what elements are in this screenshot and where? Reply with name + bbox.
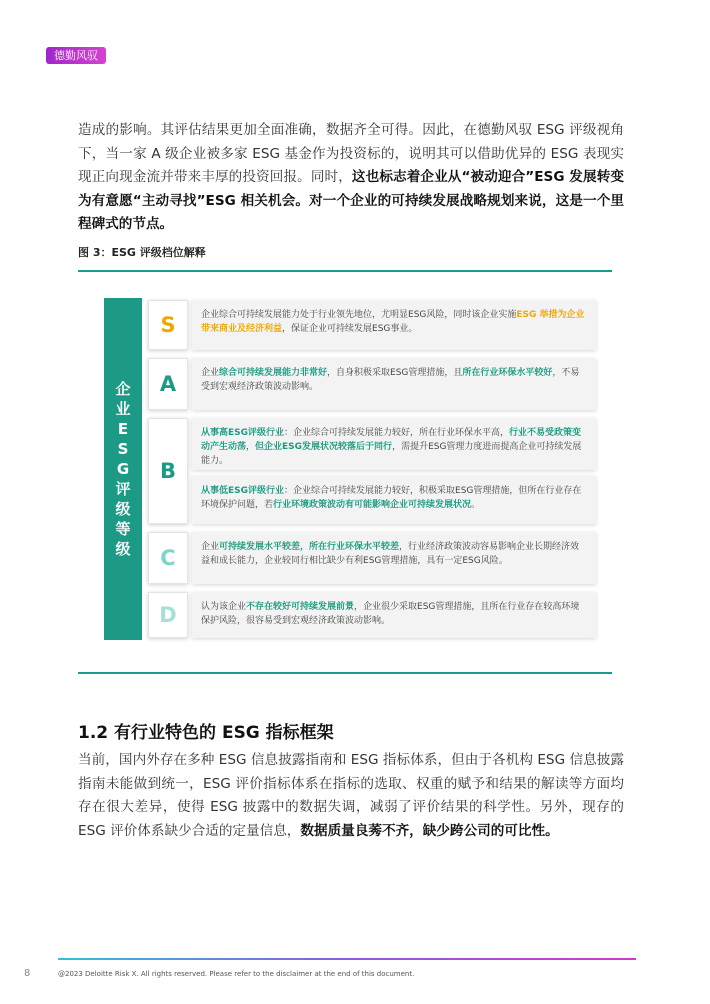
section-text: 当前，国内外存在多种 ESG 信息披露指南和 ESG 指标体系，但由于各机构 ESG 信息披露指南未能做到统一，ESG 评价指标体系在指标的选取、权重的赋予和结果的解读等方面均存在很大差异，使得 ESG 披露中的数据失调，减弱了评价结果的科学性。另外，现存的 ESG 评价体系缺少合适的定量信息， [78,752,624,839]
desc-highlight: 但企业ESG发展状况较落后于同行 [255,442,393,452]
footer-rule [58,958,636,960]
figure-caption: 图 3：ESG 评级档位解释 [78,246,206,259]
grade-b [148,418,188,524]
desc-text: 企业 [201,542,220,552]
desc-text: ：企业综合可持续发展能力较好，积极采取ESG管理措施，但所在行业存在环境保护问题，若 [201,486,582,510]
desc-text: ， [246,442,256,452]
desc-highlight: 行业环境政策波动有可能影响企业可持续发展状况 [273,500,472,510]
desc-text: ，需提升ESG管理力度进而提高企业可持续发展能力。 [201,442,582,466]
intro-bold-text: 这也标志着企业从“被动迎合”ESG 发展转变为有意愿“主动寻找”ESG 相关机会。对一个企业的可持续发展战略规划来说，这是一个里程碑式的节点。 [78,169,624,232]
desc-highlight: 综合可持续发展能力非常好 [219,368,328,378]
desc-highlight: 所在行业环保水平较好 [462,368,553,378]
grade-letter: D [159,603,177,627]
grade-d [148,592,188,638]
desc-text: 企业 [201,368,220,378]
desc-highlight: 从事低ESG评级行业 [201,486,285,496]
desc-highlight: ESG 举措为企业带来商业及经济利益 [201,310,585,334]
grade-letter: C [160,546,176,570]
section-title: 1.2 有行业特色的 ESG 指标框架 [78,723,334,743]
brand-badge: 德勤风驭 [46,47,106,64]
grade-a [148,358,188,410]
page-number: 8 [24,968,31,979]
desc-text: ：企业综合可持续发展能力较好，所在行业环保水平高， [284,428,510,438]
copyright-notice: @2023 Deloitte Risk X. All rights reserved. Please refer to the disclaimer at the end of this document. [58,970,415,978]
grade-b-low-description [192,476,596,524]
desc-highlight: 行业不易受政策变动产生动荡 [201,428,582,452]
desc-text: 。 [471,500,481,510]
desc-highlight: 从事高ESG评级行业 [201,428,285,438]
desc-text: ，行业经济政策波动容易影响企业长期经济效益和成长能力，企业较同行相比缺少有利ESG管理措施，具有一定ESG风险。 [201,542,580,566]
desc-text: ，不易受到宏观经济政策波动影响。 [201,368,580,392]
desc-text: ，保证企业可持续发展ESG事业。 [282,324,418,334]
figure-top-rule [78,270,612,272]
grade-b-high-description [192,418,596,470]
grade-a-description [192,358,596,410]
desc-text: ，自身积极采取ESG管理措施，且 [327,368,463,378]
desc-text: 企业综合可持续发展能力处于行业领先地位，尤明显ESG风险，同时该企业实施 [201,310,517,320]
desc-highlight: 不存在较好可持续发展前景 [246,602,355,612]
grade-letter: B [159,459,176,483]
rating-side-label-text: 企业ESG评级等级 [115,380,131,558]
rating-side-label [104,298,142,640]
grade-letter: A [159,372,177,396]
section-bold-text: 数据质量良莠不齐，缺少跨公司的可比性。 [300,822,559,839]
desc-text: 认为该企业 [201,602,247,612]
grade-d-description [192,592,596,638]
grade-c [148,532,188,584]
desc-text: ，企业很少采取ESG管理措施，且所在行业存在较高环境保护风险，很容易受到宏观经济政策波动影响。 [201,602,580,626]
grade-s [148,300,188,350]
intro-text: 造成的影响。其评估结果更加全面准确，数据齐全可得。因此，在德勤风驭 ESG 评级视角下，当一家 A 级企业被多家 ESG 基金作为投资标的，说明其可以借助优异的 ESG 表现实现正向现金流并带来丰厚的投资回报。同时， [78,122,624,185]
figure-bottom-rule [78,672,612,674]
intro-paragraph [78,119,624,237]
grade-c-description [192,532,596,584]
grade-s-description [192,300,596,350]
desc-highlight: 可持续发展水平较差，所在行业环保水平较差 [219,542,400,552]
grade-letter: S [160,313,176,337]
section-paragraph [78,749,624,843]
